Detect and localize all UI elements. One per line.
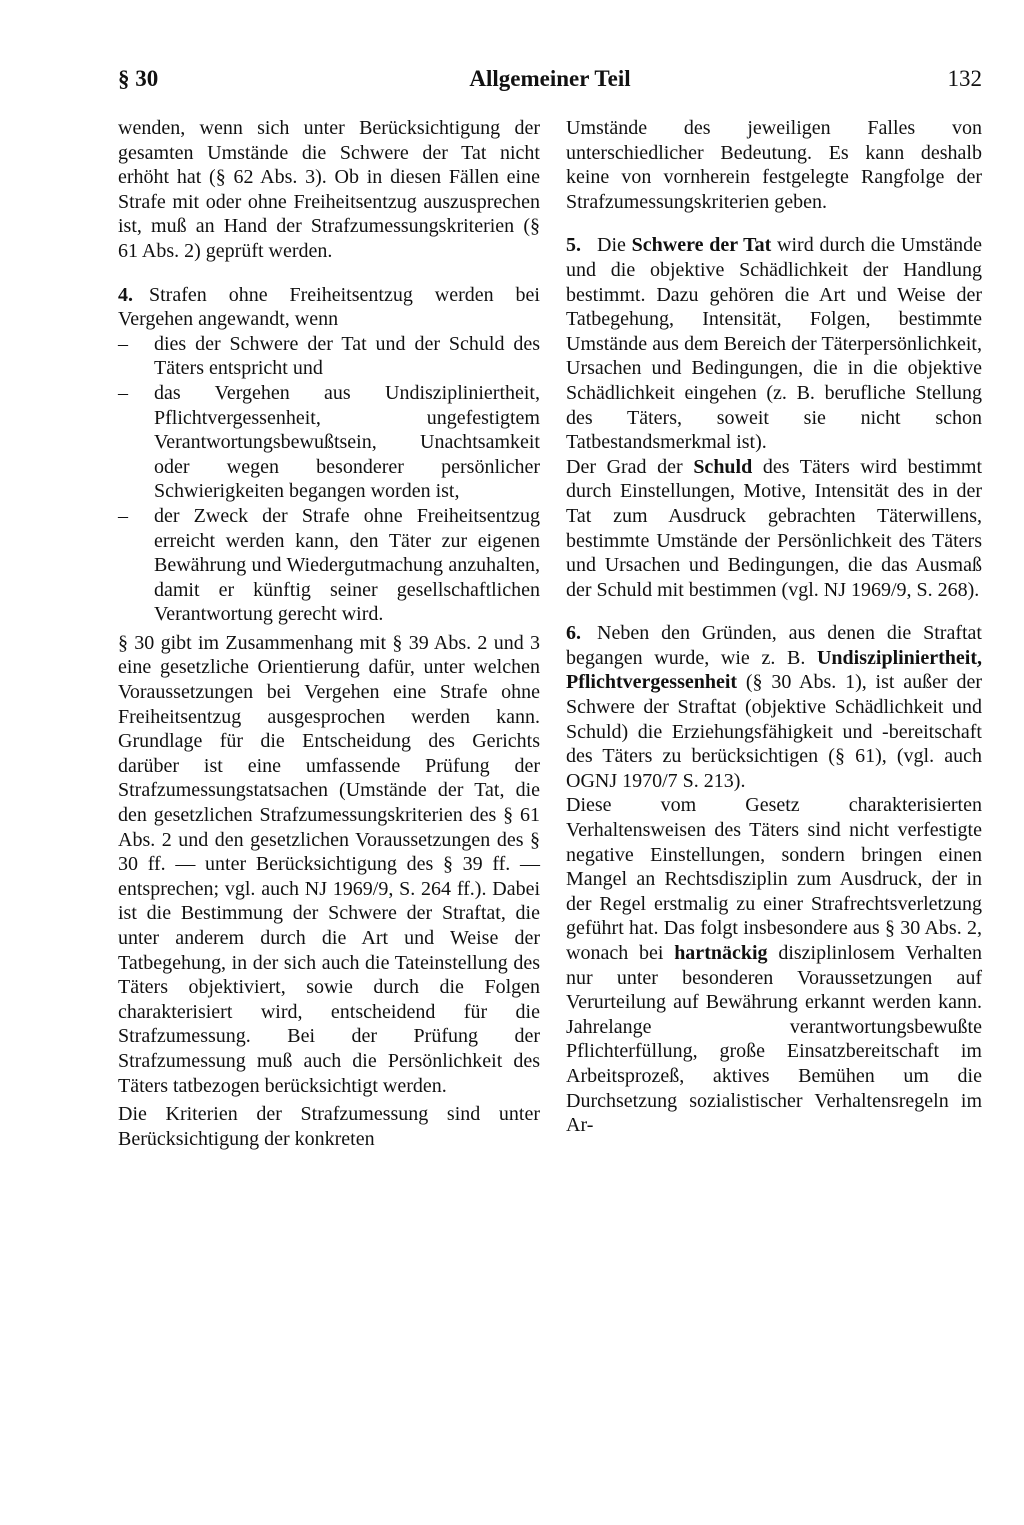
- list-item-text: der Zweck der Strafe ohne Freiheitsentzug erreicht werden kann, den Täter zur eigenen Bewährung und Wiedergutmachung anzuhalten, damit er künftig seiner gesellschaftlichen Verantwortung gerecht wird.: [154, 504, 540, 626]
- page-number: 132: [947, 66, 982, 91]
- dash-marker: –: [118, 504, 128, 527]
- page-title: Allgemeiner Teil: [469, 66, 631, 91]
- paragraph-text: [566, 455, 982, 603]
- list-item: [118, 504, 540, 627]
- emphasis-text: Schuld: [693, 455, 753, 478]
- paragraph-text: § 30 gibt im Zusammenhang mit § 39 Abs. 2 und 3 eine gesetzliche Orientierung dafür, unter welchen Voraussetzungen bei Vergehen eine Strafe ohne Freiheitsentzug ausgesprochen werden kann. Grundlage für die Entscheidung des Gerichts darüber ist eine umfassende Prüfung der Strafzumessungstatsachen (Umstände der Tat, die den gesetzlichen Strafzumessungskriterien des § 61 Abs. 2 und den gesetzlichen Voraussetzungen des § 30 ff. — unter Berücksichtigung des § 39 ff. — entsprechen; vgl. auch NJ 1969/9, S. 264 ff.). Dabei ist die Bestimmung der Schwere der Straftat, die unter anderem durch die Art und Weise der Tatbegehung, in der sich auch die Tateinstellung des Täters objektiviert, sowie durch die Folgen charakterisiert wird, entscheidend für die Strafzumessung. Bei der Prüfung der Strafzumessung muß auch die Persönlichkeit des Täters tatbezogen berücksichtigt werden.: [118, 631, 540, 1097]
- list-item: [118, 332, 540, 381]
- paragraph-number: 4.: [118, 283, 133, 306]
- text-run: wird durch die Umstände und die objektive Schädlichkeit der Handlung bestimmt. Dazu gehören die Art und Weise der Tatbegehung, Intensität, Folgen, bestimmte Umstände aus dem Bereich der Täterpersönlichkeit, Ursachen und Bedingungen, die in die objektive Schädlichkeit eingehen (z. B. berufliche Stellung des Täters, soweit sie nicht schon Tatbestandsmerkmal ist).: [566, 234, 983, 454]
- paragraph-number: 5.: [566, 234, 581, 257]
- emphasis-text: hartnäckig: [674, 942, 768, 964]
- paragraph-number: 6.: [566, 622, 581, 645]
- text-run: Die: [597, 234, 626, 257]
- paragraph-5: [566, 233, 982, 454]
- list-item-text: das Vergehen aus Undiszipliniertheit, Pflichtvergessenheit, ungefestigtem Verantwortungsbewußtsein, Unachtsamkeit oder wegen besonderer persönlicher Schwierigkeiten begangen worden ist,: [154, 381, 540, 503]
- paragraph-text: [566, 793, 982, 1137]
- paragraph-text: Strafen ohne Freiheitsentzug werden bei Vergehen angewandt, wenn: [118, 283, 540, 331]
- text-run: disziplinlosem Verhalten nur unter besonderen Voraussetzungen auf Verurteilung auf Bewährung erkannt werden kann. Jahrelange verantwortungsbewußte Pflichterfüllung, große Einsatzbereitschaft im Arbeitsprozeß, aktives Bemühen um die Durchsetzung sozialistischer Verhaltensregeln im Ar-: [566, 942, 983, 1137]
- section-label: § 30: [118, 66, 159, 91]
- paragraph-text: Die Kriterien der Strafzumessung sind unter Berücksichtigung der konkreten: [118, 1103, 540, 1150]
- paragraph-6: [566, 621, 982, 793]
- text-run: Der Grad der: [566, 455, 683, 478]
- emphasis-text: Schwere der Tat: [631, 234, 772, 257]
- dash-marker: –: [118, 332, 128, 355]
- left-column: [118, 116, 540, 1151]
- text-run: Neben den Gründen, aus denen die Straftat begangen wurde, wie z. B.: [566, 622, 982, 669]
- right-column: [566, 116, 982, 1138]
- paragraph-4: [118, 283, 540, 332]
- text-run: (§ 30 Abs. 1), ist außer der Schwere der Straftat (objektive Schädlichkeit und Schuld) die Erziehungsfähigkeit und -bereitschaft des Täters zu berücksichtigen (§ 61), (vgl. auch OGNJ 1970/7 S. 213).: [566, 671, 983, 792]
- text-run: Diese vom Gesetz charakterisierten Verhaltensweisen des Täters sind nicht verfestigte negative Einstellungen, sondern bringen einen Mangel an Rechtsdisziplin zum Ausdruck, der in der Regel erstmalig zu einer Strafrechtsverletzung geführt hat. Das folgt insbesondere aus § 30 Abs. 2, wonach bei: [566, 794, 982, 964]
- text-run: des Täters wird bestimmt durch Einstellungen, Motive, Intensität des in der Tat zum Ausdruck gebrachten Täterwillens, bestimmte Umstände der Persönlichkeit des Täters und Ursachen und Bedingungen, die das Ausmaß der Schuld mit bestimmen (vgl. NJ 1969/9, S. 268).: [566, 455, 983, 601]
- paragraph-continuation: Umstände des jeweiligen Falles von unterschiedlicher Bedeutung. Es kann deshalb keine von vornherein festgelegte Rangfolge der Strafzumessungskriterien geben.: [566, 117, 982, 213]
- paragraph-continuation: wenden, wenn sich unter Berücksichtigung der gesamten Umstände die Schwere der Tat nicht erhöht hat (§ 62 Abs. 3). Ob in diesen Fällen eine Strafe mit oder ohne Freiheitsentzug auszusprechen ist, muß an Hand der Strafzumessungskriterien (§ 61 Abs. 2) geprüft werden.: [118, 117, 540, 262]
- emphasis-text: Undiszipliniertheit, Pflichtvergessenheit: [566, 646, 982, 694]
- list-item-text: dies der Schwere der Tat und der Schuld des Täters entspricht und: [154, 332, 540, 380]
- dash-marker: –: [118, 381, 128, 404]
- list-item: [118, 381, 540, 504]
- page-header: [118, 66, 982, 96]
